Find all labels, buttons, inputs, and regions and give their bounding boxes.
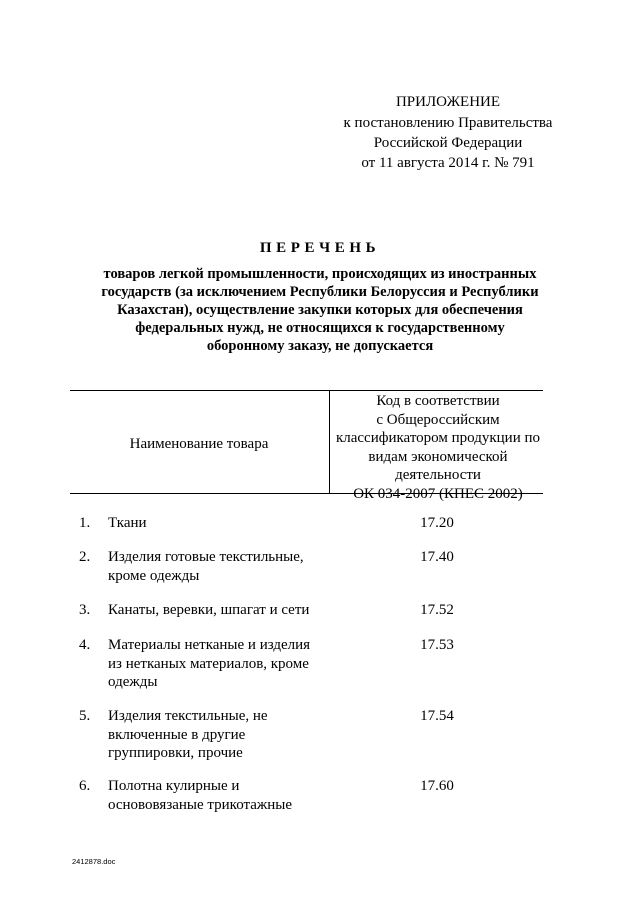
row-name-line: Канаты, веревки, шпагат и сети xyxy=(108,602,310,618)
row-code: 17.20 xyxy=(420,515,454,531)
row-name xyxy=(108,601,323,620)
subtitle-line: товаров легкой промышленности, происходящих из иностранных xyxy=(103,266,537,282)
subtitle-line: государств (за исключением Республики Белоруссия и Республики xyxy=(101,284,539,300)
table-top-rule xyxy=(70,390,543,391)
table-column-divider xyxy=(329,390,330,494)
row-name xyxy=(108,777,323,814)
column-header-code xyxy=(332,392,544,504)
appendix-line-1: к постановлению Правительства xyxy=(343,115,553,131)
appendix-title: ПРИЛОЖЕНИЕ xyxy=(395,94,501,110)
row-name xyxy=(108,548,323,585)
subtitle-line: Казахстан), осуществление закупки которых для обеспечения xyxy=(117,302,523,318)
row-code: 17.52 xyxy=(420,602,454,618)
column-header-code-line: деятельности xyxy=(395,467,481,484)
row-name-line: Изделия готовые текстильные, xyxy=(108,549,304,565)
document-filename: 2412878.doc xyxy=(72,857,116,866)
row-name xyxy=(108,514,323,533)
column-header-code-line: ОК 034-2007 (КПЕС 2002) xyxy=(353,485,523,502)
row-name-line: Ткани xyxy=(108,515,147,531)
row-number: 3. xyxy=(79,602,91,618)
row-name-line: группировки, прочие xyxy=(108,745,243,761)
row-number: 4. xyxy=(79,637,91,653)
row-number: 2. xyxy=(79,549,91,565)
row-name-line: Изделия текстильные, не xyxy=(108,708,268,724)
row-name-line: Полотна кулирные и xyxy=(108,778,240,794)
subtitle-line: федеральных нужд, не относящихся к государственному xyxy=(135,320,505,336)
row-number: 6. xyxy=(79,778,91,794)
column-header-code-line: классификатором продукции по xyxy=(335,430,541,447)
appendix-line-3: от 11 августа 2014 г. № 791 xyxy=(361,155,535,171)
row-name-line: Материалы нетканые и изделия xyxy=(108,637,311,653)
appendix-block xyxy=(328,92,568,173)
row-name-line: включенные в другие xyxy=(108,726,246,743)
column-header-code-line: видам экономической xyxy=(368,448,508,465)
list-title: ПЕРЕЧЕНЬ xyxy=(259,240,381,256)
row-code: 17.54 xyxy=(420,708,454,724)
row-name xyxy=(108,636,323,692)
row-name xyxy=(108,707,323,763)
row-name-line: кроме одежды xyxy=(108,567,200,584)
row-name-line: основовязаные трикотажные xyxy=(108,796,293,813)
row-number: 1. xyxy=(79,515,91,531)
list-subtitle xyxy=(60,265,580,355)
row-code: 17.40 xyxy=(420,549,454,565)
row-name-line: одежды xyxy=(108,674,158,690)
column-header-code-line: с Общероссийским xyxy=(376,411,500,428)
row-code: 17.53 xyxy=(420,637,454,653)
column-header-code-line: Код в соответствии xyxy=(376,393,500,409)
row-number: 5. xyxy=(79,708,91,724)
appendix-line-2: Российской Федерации xyxy=(373,135,523,151)
subtitle-line: оборонному заказу, не допускается xyxy=(206,338,434,354)
column-header-name: Наименование товара xyxy=(129,436,269,452)
row-code: 17.60 xyxy=(420,778,454,794)
row-name-line: из нетканых материалов, кроме xyxy=(108,655,309,672)
